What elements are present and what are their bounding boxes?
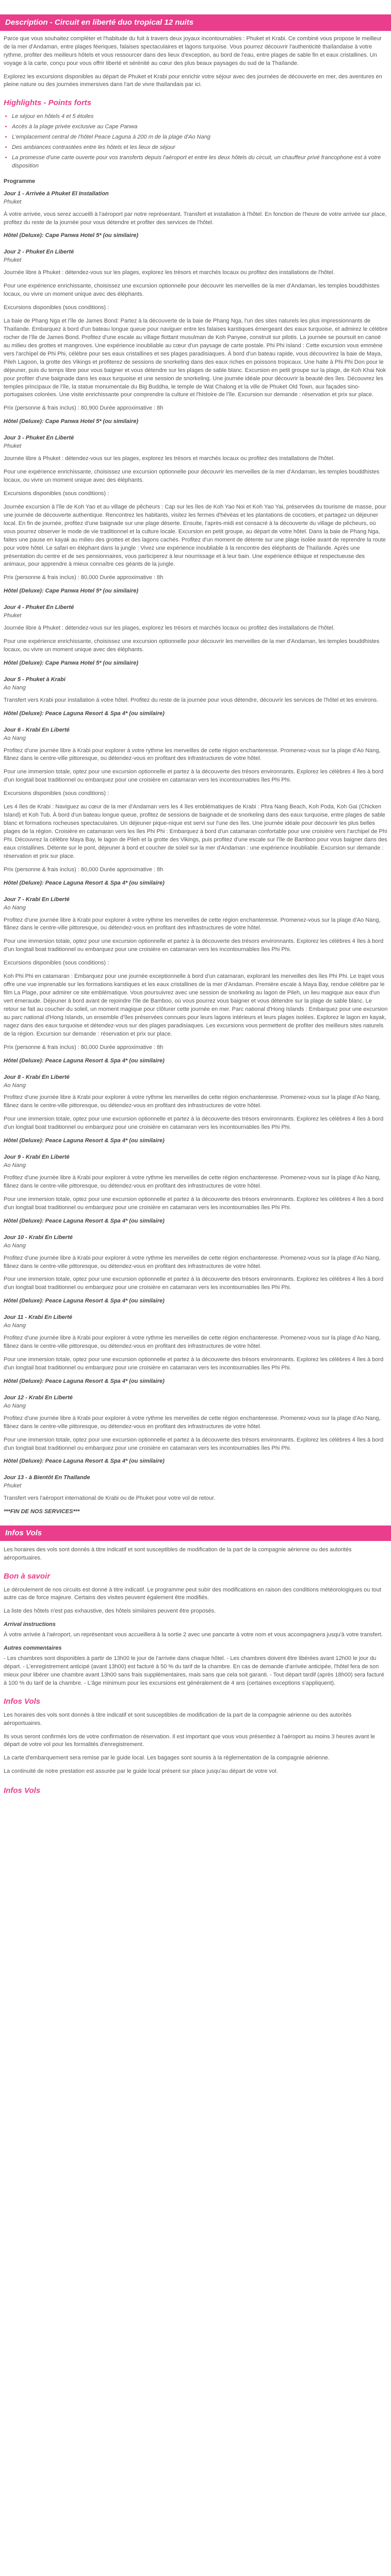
day-block — [4, 604, 388, 668]
day-place: Ao Nang — [4, 684, 26, 691]
day-hotel: Hôtel (Deluxe): Peace Laguna Resort & Spa 4* (ou similaire) — [4, 1057, 165, 1064]
day-text-3: Excursions disponibles (sous conditions) : — [4, 960, 109, 967]
info-content — [0, 1546, 391, 1797]
day-title: Jour 1 - Arrivée à Phuket El Installation — [4, 190, 109, 197]
info-bar: Infos Vols — [0, 1526, 391, 1541]
day-hotel: Hôtel (Deluxe): Peace Laguna Resort & Spa 4* (ou similaire) — [4, 710, 165, 717]
infos-vols-text: Les horaires des vols sont donnés à titre indicatif et sont susceptibles de modification de la part de la compagnie aérienne ou des autorités aéroportuaires. — [4, 1711, 352, 1726]
day-text-3: Excursions disponibles (sous conditions) : — [4, 490, 109, 497]
day-block — [4, 248, 388, 426]
day-title: Jour 9 - Krabi En Liberté — [4, 1154, 70, 1161]
day-text: Transfert vers l'aéroport international de Krabi ou de Phuket pour votre vol de retour. — [4, 1495, 216, 1502]
day-block — [4, 190, 388, 241]
day-place: Phuket — [4, 198, 22, 205]
day-place: Phuket — [4, 1483, 22, 1489]
day-text-2: Pour une immersion totale, optez pour une excursion optionnelle et partez à la découverte des trésors environnants. Explorez les célèbres 4 îles à bord d'un longtail boat traditionnel ou embarquez pour une croisière en catamaran vers les incontournables îles Phi Phi. — [4, 938, 384, 953]
day-block — [4, 1154, 388, 1226]
day-place: Ao Nang — [4, 1162, 26, 1169]
bon-a-savoir-text: Le déroulement de nos circuits est donné à titre indicatif. Le programme peut subir des modifications en raison des conditions météorologiques ou tout autre cas de force majeure. Certains des visites peuvent également être modifiés. — [4, 1586, 381, 1601]
day-hotel: Hôtel (Deluxe): Cape Panwa Hotel 5* (ou similaire) — [4, 418, 139, 425]
highlight-item — [12, 113, 388, 121]
day-text: Profitez d'une journée libre à Krabi pour explorer à votre rythme les merveilles de cette région enchanteresse. Promenez-vous sur la plage d'Ao Nang, flânez dans le centre-ville pittoresque, ou détendez-vous en profitant des infrastructures de votre hôtel. — [4, 747, 381, 762]
day-block — [4, 676, 388, 718]
day-hotel: Hôtel (Deluxe): Cape Panwa Hotel 5* (ou similaire) — [4, 659, 139, 666]
day-title: Jour 12 - Krabi En Liberté — [4, 1394, 73, 1401]
day-text-4: La baie de Phang Nga et l'île de James Bond: Partez à la découverte de la baie de Phang Nga, l'un des sites naturels les plus impressionnants de Thaïlande. Embarquez à bord d'un bateau longue queue pour naviguer entre les falaises karstiques émergeant des eaux turquoise, et admirez le célèbre rocher de l'île de James Bond. Profitez d'une escale au village flottant musulman de Koh Panyee, construit sur pilotis. La journée se poursuit en canoë au milieu des grottes et mangroves. Une expérience inoubliable au cœur d'un paysage de carte postale. Phi Phi Island : Cette excursion vous emmène vers l'archipel de Phi Phi, célèbre pour ses eaux cristallines et ses plages paradisiaques. À bord d'un bateau rapide, vous découvrirez la baie de Maya, Pileh Lagoon, la grotte des Vikings et profiterez de sessions de snorkeling dans des eaux riches en poissons tropicaux. Une halte à Phi Phi Don pour le déjeuner, puis du temps libre pour vous baigner et vous détendre sur les plages de sable blanc. Excursion en petit groupe sur la plage, de Koh Khai Nok pour profiter d'une baignade dans les eaux turquoise et une session de snorkeling. Une journée idéale pour découvrir la beauté des îles. Découvrez les temples principaux de l'île, la statue monumentale du Big Buddha, le temple de Wat Chalong et la ville de Phuket Old Town, aux façades sino-portugaises colorées. Une visite enrichissante pour comprendre la culture et l'histoire de l'île. Excursion sur demande : réservation et prix sur place. — [4, 318, 388, 398]
program-label: Programme — [4, 178, 36, 184]
day-price: Prix (personne & frais inclus) : 80,000 Durée approximative : 8h — [4, 1044, 164, 1050]
day-text-4: Koh Phi Phi en catamaran : Embarquez pour une journée exceptionnelle à bord d'un catamaran, explorant les merveilles des îles Phi Phi. Le trajet vous offre une vue imprenable sur les formations karstiques et les eaux cristallines de la mer d'Andaman. Première escale à Maya Bay, rendue célèbre par le film La Plage, pour admirer ce site emblématique. Vous poursuivrez avec une session de snorkeling au lagon de Pileh, un lieu magique aux eaux d'un vert émeraude. Déjeuner à bord avant de rejoindre l'île de Bamboo, où vous pourrez vous baigner et vous détendre sur la plage de sable blanc. Le retour se fait au coucher du soleil, un moment magique pour clôturer cette journée en mer. Parc national d'Hong Islands : Embarquez pour une excursion au parc national d'Hong Islands, un ensemble d'îles préservées connues pour leurs lagons intérieurs et leurs plages isolées. Explorez le lagon en kayak, nagez dans des eaux turquoise et détendez-vous sur des plages paradisiaques. Les excursions vous permettent de profiter des meilleurs sites naturels de la région. Excursion sur demande : réservation et prix sur place. — [4, 973, 388, 1037]
day-text-2: Pour une expérience enrichissante, choisissez une excursion optionnelle pour découvrir les merveilles de la mer d'Andaman, les temples bouddhistes locaux, ou vivre un moment unique avec des éléphants. — [4, 469, 380, 483]
day-price: Prix (personne & frais inclus) : 80,900 Durée approximative : 8h — [4, 405, 164, 412]
day-hotel: Hôtel (Deluxe): Peace Laguna Resort & Spa 4* (ou similaire) — [4, 1138, 165, 1144]
highlight-text: Des ambiances contrastées entre les hôtels et les lieux de séjour — [12, 144, 175, 150]
highlight-item — [12, 133, 388, 142]
day-hotel: Hôtel (Deluxe): Cape Panwa Hotel 5* (ou similaire) — [4, 588, 139, 595]
day-block — [4, 434, 388, 596]
day-hotel: Hôtel (Deluxe): Peace Laguna Resort & Spa 4* (ou similaire) — [4, 1458, 165, 1465]
day-hotel: Hôtel (Deluxe): Cape Panwa Hotel 5* (ou similaire) — [4, 232, 139, 239]
end-of-services: ***FIN DE NOS SERVICES*** — [4, 1509, 80, 1515]
day-place: Phuket — [4, 257, 22, 264]
bon-a-savoir-title: Bon à savoir — [4, 1571, 51, 1581]
day-place: Ao Nang — [4, 904, 26, 911]
day-text: Profitez d'une journée libre à Krabi pour explorer à votre rythme les merveilles de cette région enchanteresse. Promenez-vous sur la plage d'Ao Nang, flânez dans le centre-ville pittoresque, ou détendez-vous en profitant des infrastructures de votre hôtel. — [4, 1335, 381, 1350]
day-title: Jour 2 - Phuket En Liberté — [4, 249, 74, 256]
page-title: Description - Circuit en liberté duo tropical 12 nuits — [0, 14, 391, 31]
content — [0, 35, 391, 1516]
day-text: Profitez d'une journée libre à Krabi pour explorer à votre rythme les merveilles de cette région enchanteresse. Promenez-vous sur la plage d'Ao Nang, flânez dans le centre-ville pittoresque, ou détendez-vous en profitant des infrastructures de votre hôtel. — [4, 1175, 381, 1189]
day-place: Phuket — [4, 443, 22, 450]
day-text: Profitez d'une journée libre à Krabi pour explorer à votre rythme les merveilles de cette région enchanteresse. Promenez-vous sur la plage d'Ao Nang, flânez dans le centre-ville pittoresque, ou détendez-vous en profitant des infrastructures de votre hôtel. — [4, 1094, 381, 1109]
day-block — [4, 726, 388, 888]
highlight-text: L'emplacement central de l'hôtel Peace Laguna à 200 m de la plage d'Ao Nang — [12, 134, 210, 140]
infos-vols-text-3: La carte d'embarquement sera remise par le guide local. Les bagages sont soumis à la réglementation de la compagnie aérienne. — [4, 1755, 330, 1761]
arrival-label: Arrival instructions — [4, 1621, 56, 1628]
day-text: À votre arrivée, vous serez accueilli à l'aéroport par notre représentant. Transfert et installation à l'hôtel. En fonction de l'heure de votre arrivée sur place, profitez du reste de la journée pour vous détendre et profiter des services de l'hôtel. — [4, 211, 387, 226]
day-place: Ao Nang — [4, 735, 26, 741]
highlights-list — [4, 113, 388, 171]
day-text-2: Pour une immersion totale, optez pour une excursion optionnelle et partez à la découverte des trésors environnants. Explorez les célèbres 4 îles à bord d'un longtail boat traditionnel ou embarquez pour une croisière en catamaran vers les incontournables îles Phi Phi. — [4, 1357, 384, 1371]
infos-vols-title: Infos Vols — [4, 1697, 41, 1706]
day-title: Jour 11 - Krabi En Liberté — [4, 1314, 73, 1321]
highlight-text: Accès à la plage privée exclusive au Cape Panwa — [12, 124, 138, 130]
day-text-3: Excursions disponibles (sous conditions) : — [4, 304, 109, 311]
day-text-4: Journée excursion à l'île de Koh Yao et au village de pêcheurs : Cap sur les îles de Koh Yao Noi et Koh Yao Yai, préservées du tourisme de masse, pour une journée de découverte authentique. Rencontrez les habitants, visitez les fermes d'hévéas et les plantations de cocotiers, et partagez un déjeuner local. En fin de journée, profitez d'une baignade sur une plage déserte. Ensuite, l'après-midi est consacré à la découverte du village de pêcheurs, où vous pourrez observer le mode de vie traditionnel et la culture locale. Excursion en petit groupe, au départ de votre hôtel. Dans la baie de Phang Nga, faites une pause en kayak au milieu des grottes et des lagons cachés. Profitez d'un moment de détente sur une plage isolée avant de reprendre la route pour votre hôtel. Le safari en éléphant dans la jungle : Vivez une expérience inoubliable à la rencontre des éléphants de Thaïlande. Après une présentation du centre et de ses pensionnaires, vous participerez à leur nourrissage et à leur bain. Une expérience éthique et respectueuse des animaux, pour apprendre à mieux connaître ces géants de la jungle. — [4, 503, 386, 568]
day-title: Jour 6 - Krabi En Liberté — [4, 726, 70, 733]
day-title: Jour 8 - Krabi En Liberté — [4, 1074, 70, 1080]
day-block — [4, 1074, 388, 1146]
highlight-item — [12, 144, 388, 152]
highlight-item — [12, 123, 388, 131]
info-text: Les horaires des vols sont donnés à titre indicatif et sont susceptibles de modification de la part de la compagnie aérienne ou des autorités aéroportuaires. — [4, 1546, 352, 1561]
day-title: Jour 5 - Phuket à Krabi — [4, 676, 66, 683]
day-text: Profitez d'une journée libre à Krabi pour explorer à votre rythme les merveilles de cette région enchanteresse. Promenez-vous sur la plage d'Ao Nang, flânez dans le centre-ville pittoresque, ou détendez-vous en profitant des infrastructures de votre hôtel. — [4, 917, 381, 931]
day-hotel: Hôtel (Deluxe): Peace Laguna Resort & Spa 4* (ou similaire) — [4, 1298, 165, 1304]
footer-title: Infos Vols — [4, 1786, 41, 1795]
day-title: Jour 7 - Krabi En Liberté — [4, 896, 70, 903]
day-text-2: Pour une immersion totale, optez pour une excursion optionnelle et partez à la découverte des trésors environnants. Explorez les célèbres 4 îles à bord d'un longtail boat traditionnel ou embarquez pour une croisière en catamaran vers les incontournables îles Phi Phi. — [4, 1276, 384, 1291]
day-title: Jour 4 - Phuket En Liberté — [4, 604, 74, 611]
day-text-2: Pour une expérience enrichissante, choisissez une excursion optionnelle pour découvrir les merveilles de la mer d'Andaman, les temples bouddhistes locaux, ou vivre un moment unique avec des éléphants. — [4, 283, 380, 298]
day-price: Prix (personne & frais inclus) : 80,000 Durée approximative : 8h — [4, 574, 164, 581]
day-text: Profitez d'une journée libre à Krabi pour explorer à votre rythme les merveilles de cette région enchanteresse. Promenez-vous sur la plage d'Ao Nang, flânez dans le centre-ville pittoresque, ou détendez-vous en profitant des infrastructures de votre hôtel. — [4, 1415, 381, 1430]
day-place: Ao Nang — [4, 1242, 26, 1249]
day-hotel: Hôtel (Deluxe): Peace Laguna Resort & Spa 4* (ou similaire) — [4, 1378, 165, 1384]
day-text: Transfert vers Krabi pour installation à votre hôtel. Profitez du reste de la journée pour vous détendre, découvrir les services de l'hôtel et les environs. — [4, 697, 379, 703]
day-block — [4, 896, 388, 1065]
arrival-text: À votre arrivée à l'aéroport, un représentant vous accueillera à la sortie 2 avec une pancarte à votre nom et vous accompagnera jusqu'à votre transfert. — [4, 1632, 383, 1638]
day-block — [4, 1394, 388, 1466]
day-hotel: Hôtel (Deluxe): Peace Laguna Resort & Spa 4* (ou similaire) — [4, 879, 165, 886]
day-text-4: Les 4 îles de Krabi : Naviguez au cœur de la mer d'Andaman vers les 4 îles emblématiques de Krabi : Phra Nang Beach, Koh Poda, Koh Gai (Chicken Island) et Koh Tub. À bord d'un bateau longue queue, profitez de sessions de baignade et de snorkeling dans des eaux turquoise, entre plages de sable blanc et formations rocheuses spectaculaires. Un déjeuner pique-nique est servi sur l'une des îles. Une journée idéale pour découvrir les plus belles plages de la région. Croisière en catamaran vers les îles Phi Phi : Embarquez à bord d'un catamaran confortable pour une croisière vers l'archipel de Phi Phi. Découvrez la célèbre Maya Bay, le lagon de Pileh et la grotte des Vikings, puis profitez d'une escale sur l'île de Bamboo pour vous baigner dans des eaux cristallines. Détente sur le pont, déjeuner à bord et coucher de soleil sur la mer d'Andaman : une expérience inoubliable. Excursion sur demande : réservation et prix sur place. — [4, 804, 387, 859]
day-title: Jour 10 - Krabi En Liberté — [4, 1234, 73, 1241]
day-text: Journée libre à Phuket : détendez-vous sur les plages, explorez les trésors et marchés locaux ou profitez des installations de l'hôtel. — [4, 455, 335, 462]
intro-text: Parce que vous souhaitez compléter et l'habitude du fuit à travers deux joyaux incontournables : Phuket et Krabi. Ce combiné vous propose le meilleur de la mer d'Andaman, entre plages féeriques, falaises spectaculaires et lagons turquoise. Vous pourrez découvrir l'authenticité thaïlandaise à votre rythme, profiter des meilleurs hôtels et vous ressourcer dans des lieux d'exception, au bord de l'eau, entre plages de sable fin et eaux cristallines. Un voyage à la carte, conçu pour vous offrir liberté et sérénité au cœur des plus beaux paysages du sud de la Thaïlande. — [4, 35, 382, 66]
day-place: Ao Nang — [4, 1323, 26, 1329]
day-place: Ao Nang — [4, 1082, 26, 1089]
day-text-2: Pour une immersion totale, optez pour une excursion optionnelle et partez à la découverte des trésors environnants. Explorez les célèbres 4 îles à bord d'un longtail boat traditionnel ou embarquez pour une croisière en catamaran vers les incontournables îles Phi Phi. — [4, 1116, 384, 1131]
highlight-text: Le séjour en hôtels 4 et 5 étoiles — [12, 113, 94, 120]
intro-text-2: Explorez les excursions disponibles au départ de Phuket et Krabi pour enrichir votre séjour avec des journées de découverte en mer, des aventures en pleine nature ou des journées immersives dans l'art de vivre thaïlandais par ici. — [4, 73, 382, 88]
day-price: Prix (personne & frais inclus) : 80,000 Durée approximative : 8h — [4, 866, 164, 873]
other-label: Autres commentaires — [4, 1645, 62, 1652]
highlight-item — [12, 154, 388, 171]
day-text-2: Pour une immersion totale, optez pour une excursion optionnelle et partez à la découverte des trésors environnants. Explorez les célèbres 4 îles à bord d'un longtail boat traditionnel ou embarquez pour une croisière en catamaran vers les incontournables îles Phi Phi. — [4, 1436, 384, 1451]
day-block — [4, 1474, 388, 1516]
day-place: Ao Nang — [4, 1402, 26, 1409]
day-title: Jour 3 - Phuket En Liberté — [4, 435, 74, 442]
infos-vols-text-4: La continuité de notre prestation est assurée par le guide local présent sur place jusqu'au départ de votre vol. — [4, 1768, 278, 1775]
infos-vols-text-2: Ils vous seront confirmés lors de votre confirmation de réservation. Il est important que vous vous présentiez à l'aéroport au moins 3 heures avant le départ de votre vol pour les formalités d'enregistrement. — [4, 1733, 375, 1748]
day-text-3: Excursions disponibles (sous conditions) : — [4, 790, 109, 797]
bon-a-savoir-text-2: La liste des hôtels n'est pas exhaustive, des hôtels similaires peuvent être proposés. — [4, 1608, 216, 1615]
highlight-text: La promesse d'une carte ouverte pour vos transferts depuis l'aéroport et entre les deux hôtels du circuit, un chauffeur privé francophone est à votre disposition — [12, 154, 381, 169]
day-text-2: Pour une expérience enrichissante, choisissez une excursion optionnelle pour découvrir les merveilles de la mer d'Andaman, les temples bouddhistes locaux, ou vivre un moment unique avec des éléphants. — [4, 638, 380, 653]
day-title: Jour 13 - à Bientôt En Thaïlande — [4, 1475, 90, 1481]
day-text: Profitez d'une journée libre à Krabi pour explorer à votre rythme les merveilles de cette région enchanteresse. Promenez-vous sur la plage d'Ao Nang, flânez dans le centre-ville pittoresque, ou détendez-vous en profitant des infrastructures de votre hôtel. — [4, 1255, 381, 1269]
day-place: Phuket — [4, 613, 22, 619]
day-text: Journée libre à Phuket : détendez-vous sur les plages, explorez les trésors et marchés locaux ou profitez des installations de l'hôtel. — [4, 625, 335, 632]
day-block — [4, 1314, 388, 1386]
day-hotel: Hôtel (Deluxe): Peace Laguna Resort & Spa 4* (ou similaire) — [4, 1217, 165, 1224]
highlights-title: Highlights - Points forts — [4, 98, 91, 108]
day-text-2: Pour une immersion totale, optez pour une excursion optionnelle et partez à la découverte des trésors environnants. Explorez les célèbres 4 îles à bord d'un longtail boat traditionnel ou embarquez pour une croisière en catamaran vers les incontournables îles Phi Phi. — [4, 769, 384, 784]
other-text: - Les chambres sont disponibles à partir de 13h00 le jour de l'arrivée dans chaque hôtel. - Les chambres doivent être libérées avant 12h00 le jour du départ. - L'enregistrement anticipé (avant 13h00) est facturé à 50 % du tarif de la chambre. En cas de demande d'arrivée anticipée, l'hôtel fera de son mieux pour libérer une chambre avant 13h00 sans frais supplémentaires, mais sans que cela soit garanti. - Tout départ tardif (après 18h00) sera facturé à 100 % du tarif de la chambre. - L'âge minimum pour les excursions est généralement de 4 ans (certaines exceptions s'appliquent). — [4, 1655, 384, 1686]
day-text-2: Pour une immersion totale, optez pour une excursion optionnelle et partez à la découverte des trésors environnants. Explorez les célèbres 4 îles à bord d'un longtail boat traditionnel ou embarquez pour une croisière en catamaran vers les incontournables îles Phi Phi. — [4, 1196, 384, 1211]
day-text: Journée libre à Phuket : détendez-vous sur les plages, explorez les trésors et marchés locaux ou profitez des installations de l'hôtel. — [4, 269, 335, 276]
day-block — [4, 1234, 388, 1306]
